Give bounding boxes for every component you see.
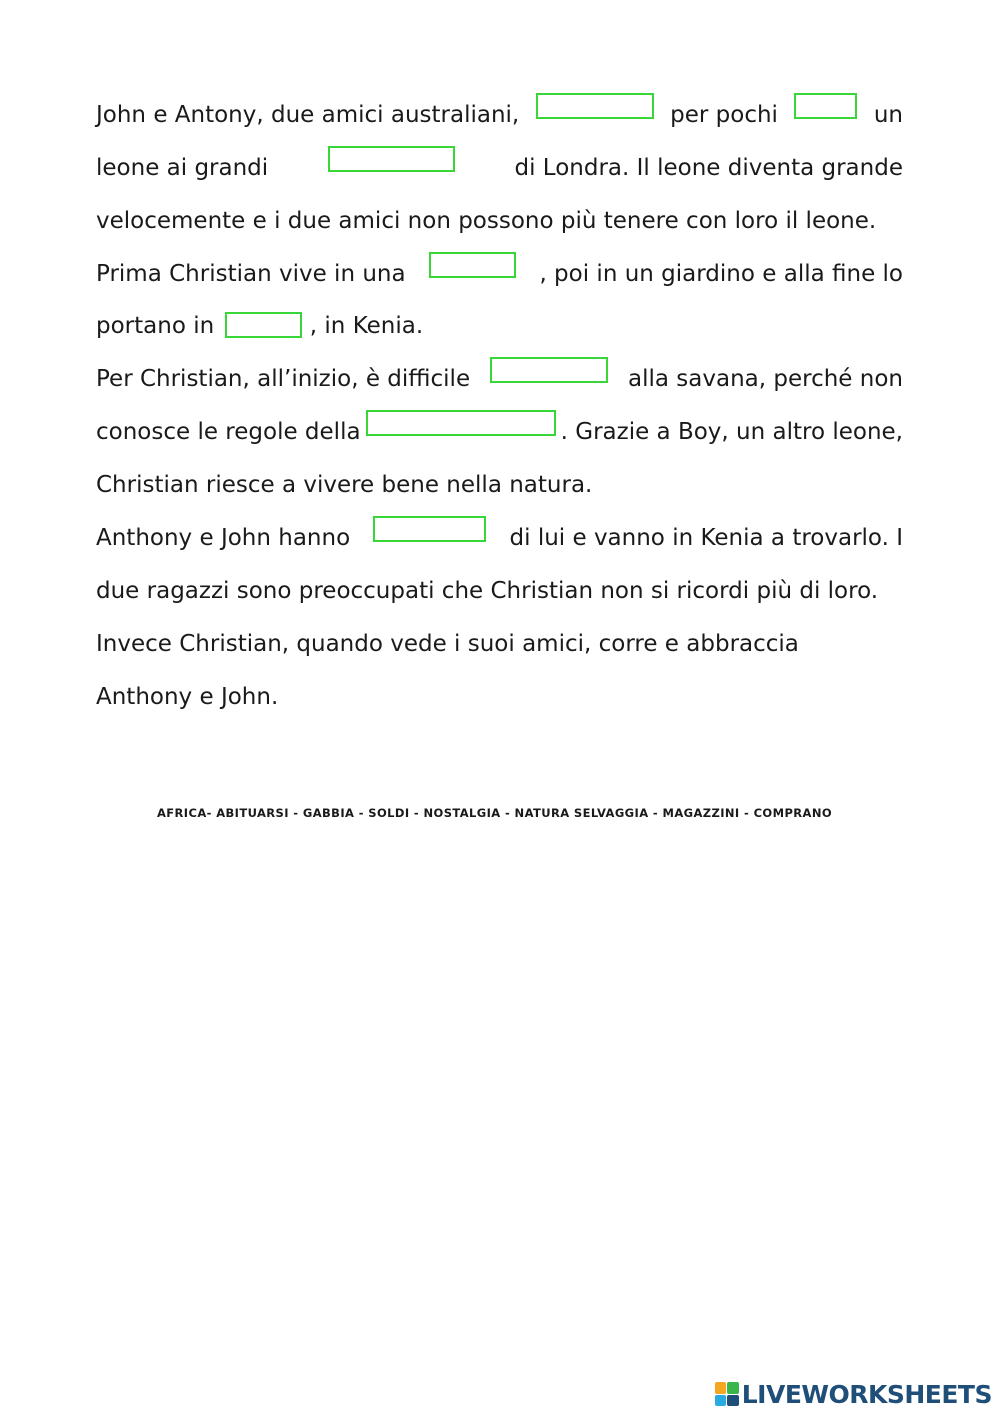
text-segment: leone ai grandi (96, 155, 269, 181)
text-segment: . Grazie a Boy, un altro leone, (560, 419, 903, 445)
answer-box-8[interactable] (373, 516, 486, 542)
text-segment: di Londra. Il leone diventa grande (514, 155, 903, 181)
text-line-5 (96, 306, 903, 346)
text-line-7 (96, 412, 903, 452)
brand-name: LIVEWORKSHEETS (741, 1379, 992, 1409)
text-segment: Christian riesce a vivere bene nella natura. (96, 472, 593, 498)
text-segment: John e Antony, due amici australiani, (96, 102, 520, 128)
text-line-9 (96, 518, 903, 558)
text-segment: Anthony e John. (96, 684, 279, 710)
answer-box-2[interactable] (794, 93, 857, 119)
text-segment: per pochi (670, 102, 778, 128)
text-segment: portano in (96, 313, 215, 339)
text-line-4 (96, 254, 903, 294)
text-line-8 (96, 465, 903, 505)
text-segment: Per Christian, all’inizio, è difficile (96, 366, 471, 392)
answer-box-3[interactable] (328, 146, 455, 172)
text-segment: di lui e vanno in Kenia a trovarlo. I (509, 525, 903, 551)
text-segment: un (873, 102, 903, 128)
answer-box-4[interactable] (429, 252, 516, 278)
text-segment: Invece Christian, quando vede i suoi amici, corre e abbraccia (96, 631, 799, 657)
text-line-1 (96, 95, 903, 135)
logo-icon (715, 1382, 739, 1406)
answer-box-5[interactable] (225, 312, 302, 338)
text-segment: alla savana, perché non (628, 366, 903, 392)
answer-box-7[interactable] (366, 410, 556, 436)
text-segment: , in Kenia. (309, 313, 424, 339)
text-line-12 (96, 677, 903, 717)
text-segment: velocemente e i due amici non possono più tenere con loro il leone. (96, 208, 877, 234)
text-line-11 (96, 624, 903, 664)
liveworksheets-logo (715, 1381, 992, 1407)
text-segment: Prima Christian vive in una (96, 261, 406, 287)
answer-box-6[interactable] (490, 357, 608, 383)
text-segment: due ragazzi sono preoccupati che Christian non si ricordi più di loro. (96, 578, 879, 604)
text-segment: , poi in un giardino e alla fine lo (539, 261, 903, 287)
text-segment: Anthony e John hanno (96, 525, 351, 551)
answer-box-1[interactable] (536, 93, 654, 119)
text-segment: conosce le regole della (96, 419, 361, 445)
text-line-3 (96, 201, 903, 241)
text-line-6 (96, 359, 903, 399)
word-bank: AFRICA- ABITUARSI - GABBIA - SOLDI - NOSTALGIA - NATURA SELVAGGIA - MAGAZZINI - COMPRANO (157, 806, 833, 820)
text-line-10 (96, 571, 903, 611)
text-line-2 (96, 148, 903, 188)
